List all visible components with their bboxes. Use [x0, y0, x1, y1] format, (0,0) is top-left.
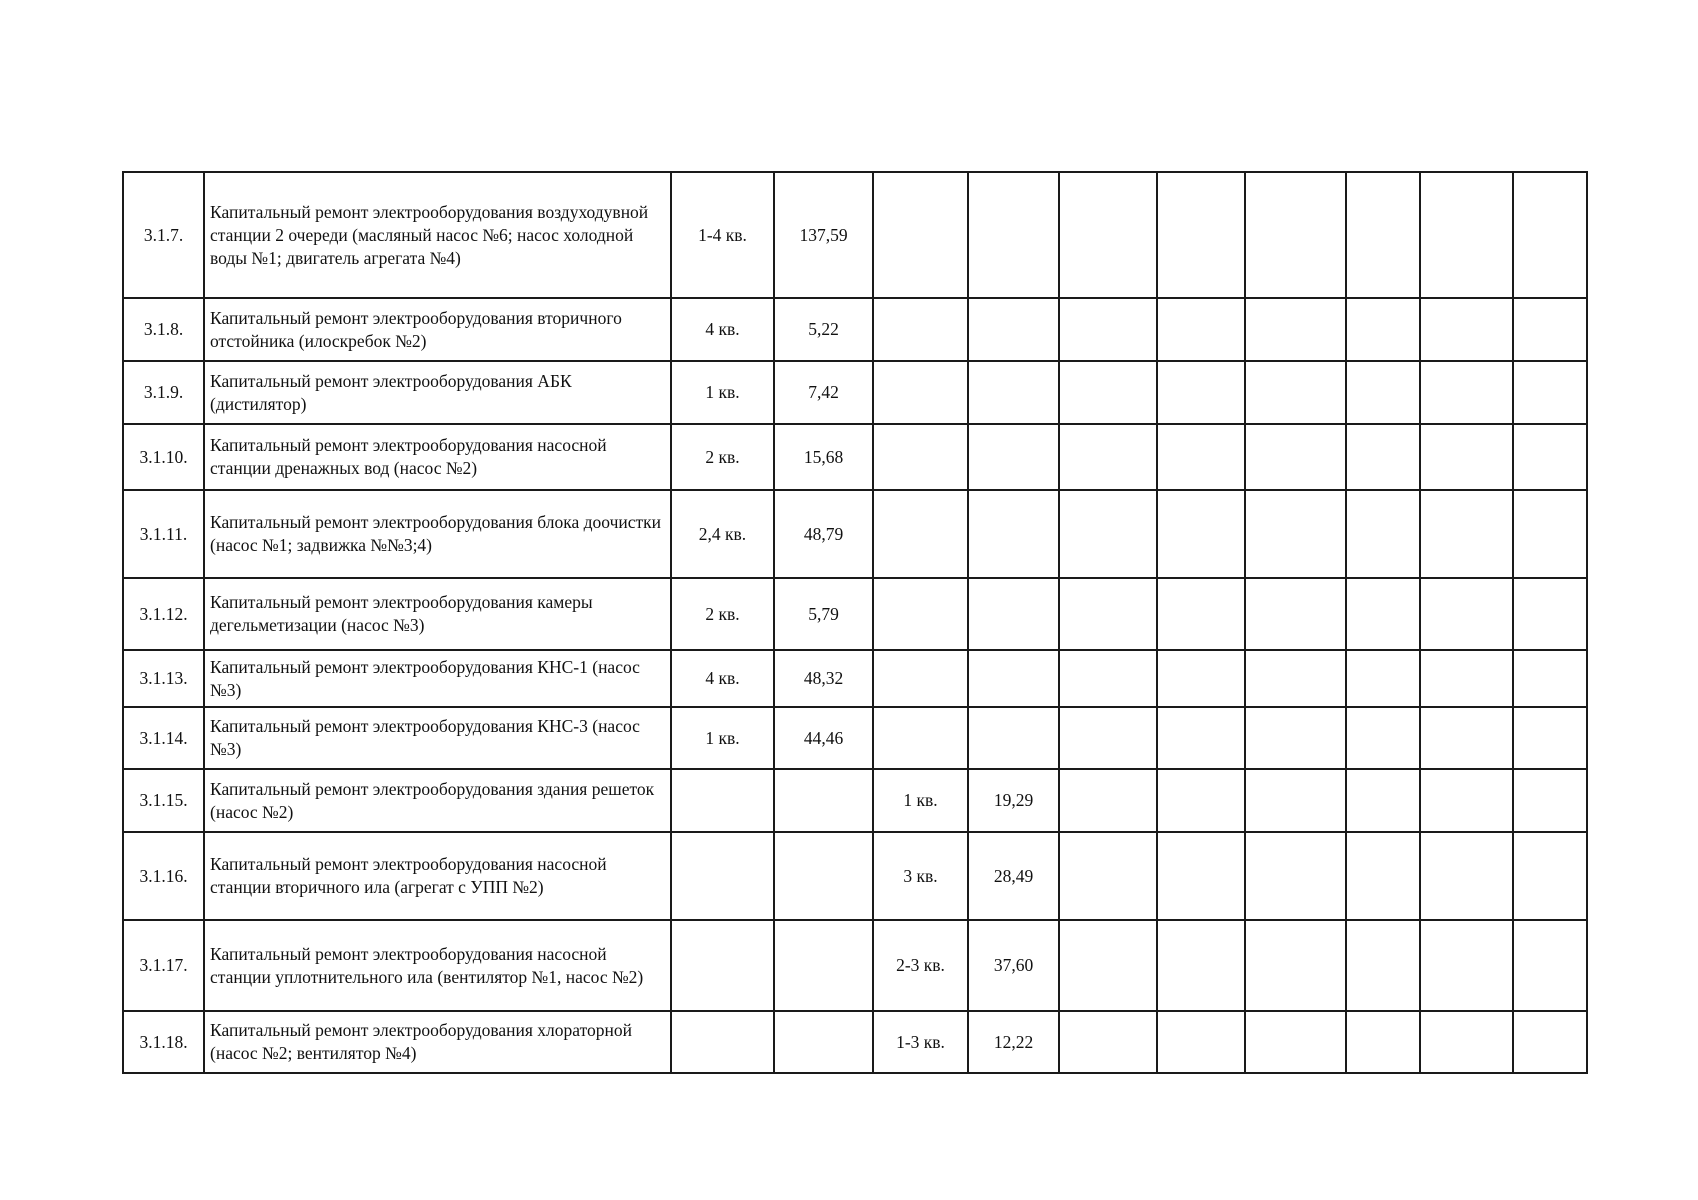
period-year-2: 1-3 кв.: [873, 1011, 968, 1073]
empty-cell: [1513, 1011, 1587, 1073]
empty-cell: [1245, 578, 1346, 650]
cost-year-1: 15,68: [774, 424, 873, 490]
period-year-1: 1-4 кв.: [671, 172, 774, 298]
period-year-1: [671, 769, 774, 832]
cost-year-1: 48,32: [774, 650, 873, 707]
empty-cell: [1346, 707, 1420, 769]
cost-year-2: [968, 707, 1059, 769]
empty-cell: [1059, 920, 1157, 1011]
empty-cell: [1346, 578, 1420, 650]
cost-year-1: [774, 1011, 873, 1073]
work-description: Капитальный ремонт электрооборудования камеры дегельметизации (насос №3): [204, 578, 671, 650]
cost-year-1: 44,46: [774, 707, 873, 769]
cost-year-2: 12,22: [968, 1011, 1059, 1073]
row-number: 3.1.13.: [123, 650, 204, 707]
empty-cell: [1346, 361, 1420, 424]
empty-cell: [1059, 490, 1157, 578]
period-year-2: [873, 490, 968, 578]
empty-cell: [1346, 172, 1420, 298]
period-year-1: 1 кв.: [671, 707, 774, 769]
table-row: [123, 578, 1587, 650]
empty-cell: [1420, 769, 1513, 832]
work-description: Капитальный ремонт электрооборудования вторичного отстойника (илоскребок №2): [204, 298, 671, 361]
empty-cell: [1420, 361, 1513, 424]
empty-cell: [1245, 650, 1346, 707]
empty-cell: [1513, 172, 1587, 298]
work-description: Капитальный ремонт электрооборудования насосной станции уплотнительного ила (вентилятор №1, насос №2): [204, 920, 671, 1011]
cost-year-2: 19,29: [968, 769, 1059, 832]
empty-cell: [1420, 578, 1513, 650]
period-year-2: [873, 650, 968, 707]
empty-cell: [1157, 707, 1245, 769]
work-description: Капитальный ремонт электрооборудования насосной станции дренажных вод (насос №2): [204, 424, 671, 490]
empty-cell: [1059, 832, 1157, 920]
empty-cell: [1157, 298, 1245, 361]
cost-year-1: [774, 832, 873, 920]
row-number: 3.1.17.: [123, 920, 204, 1011]
cost-year-2: [968, 424, 1059, 490]
empty-cell: [1059, 424, 1157, 490]
empty-cell: [1157, 769, 1245, 832]
row-number: 3.1.18.: [123, 1011, 204, 1073]
empty-cell: [1059, 361, 1157, 424]
empty-cell: [1420, 1011, 1513, 1073]
empty-cell: [1245, 298, 1346, 361]
period-year-2: [873, 578, 968, 650]
empty-cell: [1513, 578, 1587, 650]
row-number: 3.1.14.: [123, 707, 204, 769]
repair-plan-table: [122, 171, 1588, 1074]
empty-cell: [1157, 832, 1245, 920]
empty-cell: [1059, 578, 1157, 650]
cost-year-2: 28,49: [968, 832, 1059, 920]
row-number: 3.1.15.: [123, 769, 204, 832]
table-row: [123, 650, 1587, 707]
empty-cell: [1157, 920, 1245, 1011]
empty-cell: [1513, 298, 1587, 361]
empty-cell: [1513, 832, 1587, 920]
empty-cell: [1346, 650, 1420, 707]
table-row: [123, 172, 1587, 298]
empty-cell: [1513, 769, 1587, 832]
empty-cell: [1245, 490, 1346, 578]
table-body: [123, 172, 1587, 1073]
empty-cell: [1346, 1011, 1420, 1073]
empty-cell: [1346, 490, 1420, 578]
cost-year-1: [774, 769, 873, 832]
period-year-2: [873, 172, 968, 298]
table-row: [123, 361, 1587, 424]
cost-year-1: 5,79: [774, 578, 873, 650]
cost-year-2: [968, 172, 1059, 298]
empty-cell: [1059, 707, 1157, 769]
cost-year-1: 7,42: [774, 361, 873, 424]
work-description: Капитальный ремонт электрооборудования воздуходувной станции 2 очереди (масляный насос №6; насос холодной воды №1; двигатель агрегата №4): [204, 172, 671, 298]
empty-cell: [1513, 361, 1587, 424]
empty-cell: [1157, 650, 1245, 707]
empty-cell: [1420, 707, 1513, 769]
empty-cell: [1420, 832, 1513, 920]
cost-year-2: [968, 650, 1059, 707]
period-year-2: [873, 424, 968, 490]
work-description: Капитальный ремонт электрооборудования КНС-1 (насос №3): [204, 650, 671, 707]
work-description: Капитальный ремонт электрооборудования КНС-3 (насос №3): [204, 707, 671, 769]
cost-year-2: [968, 361, 1059, 424]
period-year-2: 3 кв.: [873, 832, 968, 920]
work-description: Капитальный ремонт электрооборудования здания решеток (насос №2): [204, 769, 671, 832]
empty-cell: [1420, 424, 1513, 490]
work-description: Капитальный ремонт электрооборудования хлораторной (насос №2; вентилятор №4): [204, 1011, 671, 1073]
period-year-1: 2 кв.: [671, 424, 774, 490]
empty-cell: [1157, 578, 1245, 650]
period-year-1: [671, 1011, 774, 1073]
row-number: 3.1.11.: [123, 490, 204, 578]
empty-cell: [1059, 650, 1157, 707]
cost-year-1: 48,79: [774, 490, 873, 578]
empty-cell: [1157, 361, 1245, 424]
empty-cell: [1420, 920, 1513, 1011]
table-row: [123, 832, 1587, 920]
work-description: Капитальный ремонт электрооборудования блока доочистки (насос №1; задвижка №№3;4): [204, 490, 671, 578]
period-year-2: [873, 707, 968, 769]
empty-cell: [1245, 832, 1346, 920]
empty-cell: [1346, 298, 1420, 361]
empty-cell: [1513, 707, 1587, 769]
empty-cell: [1420, 298, 1513, 361]
period-year-1: 1 кв.: [671, 361, 774, 424]
row-number: 3.1.16.: [123, 832, 204, 920]
empty-cell: [1346, 920, 1420, 1011]
empty-cell: [1420, 172, 1513, 298]
empty-cell: [1346, 424, 1420, 490]
cost-year-1: 137,59: [774, 172, 873, 298]
empty-cell: [1245, 361, 1346, 424]
empty-cell: [1245, 769, 1346, 832]
table-row: [123, 769, 1587, 832]
empty-cell: [1245, 707, 1346, 769]
empty-cell: [1513, 424, 1587, 490]
table-row: [123, 1011, 1587, 1073]
empty-cell: [1059, 769, 1157, 832]
empty-cell: [1059, 1011, 1157, 1073]
period-year-2: [873, 298, 968, 361]
cost-year-2: [968, 298, 1059, 361]
empty-cell: [1157, 490, 1245, 578]
row-number: 3.1.12.: [123, 578, 204, 650]
cost-year-1: 5,22: [774, 298, 873, 361]
row-number: 3.1.9.: [123, 361, 204, 424]
table-row: [123, 298, 1587, 361]
empty-cell: [1157, 172, 1245, 298]
empty-cell: [1245, 920, 1346, 1011]
work-description: Капитальный ремонт электрооборудования АБК (дистилятор): [204, 361, 671, 424]
row-number: 3.1.7.: [123, 172, 204, 298]
empty-cell: [1059, 298, 1157, 361]
cost-year-1: [774, 920, 873, 1011]
period-year-1: 2 кв.: [671, 578, 774, 650]
empty-cell: [1346, 832, 1420, 920]
period-year-2: [873, 361, 968, 424]
work-description: Капитальный ремонт электрооборудования насосной станции вторичного ила (агрегат с УПП №2): [204, 832, 671, 920]
cost-year-2: [968, 490, 1059, 578]
period-year-2: 1 кв.: [873, 769, 968, 832]
table-row: [123, 490, 1587, 578]
cost-year-2: [968, 578, 1059, 650]
empty-cell: [1245, 424, 1346, 490]
empty-cell: [1059, 172, 1157, 298]
empty-cell: [1157, 424, 1245, 490]
empty-cell: [1513, 490, 1587, 578]
period-year-1: [671, 832, 774, 920]
period-year-1: [671, 920, 774, 1011]
table-row: [123, 424, 1587, 490]
empty-cell: [1157, 1011, 1245, 1073]
empty-cell: [1245, 172, 1346, 298]
table-row: [123, 707, 1587, 769]
row-number: 3.1.10.: [123, 424, 204, 490]
row-number: 3.1.8.: [123, 298, 204, 361]
empty-cell: [1513, 650, 1587, 707]
empty-cell: [1245, 1011, 1346, 1073]
period-year-1: 4 кв.: [671, 650, 774, 707]
period-year-2: 2-3 кв.: [873, 920, 968, 1011]
empty-cell: [1346, 769, 1420, 832]
period-year-1: 2,4 кв.: [671, 490, 774, 578]
empty-cell: [1513, 920, 1587, 1011]
empty-cell: [1420, 650, 1513, 707]
table-row: [123, 920, 1587, 1011]
empty-cell: [1420, 490, 1513, 578]
period-year-1: 4 кв.: [671, 298, 774, 361]
cost-year-2: 37,60: [968, 920, 1059, 1011]
